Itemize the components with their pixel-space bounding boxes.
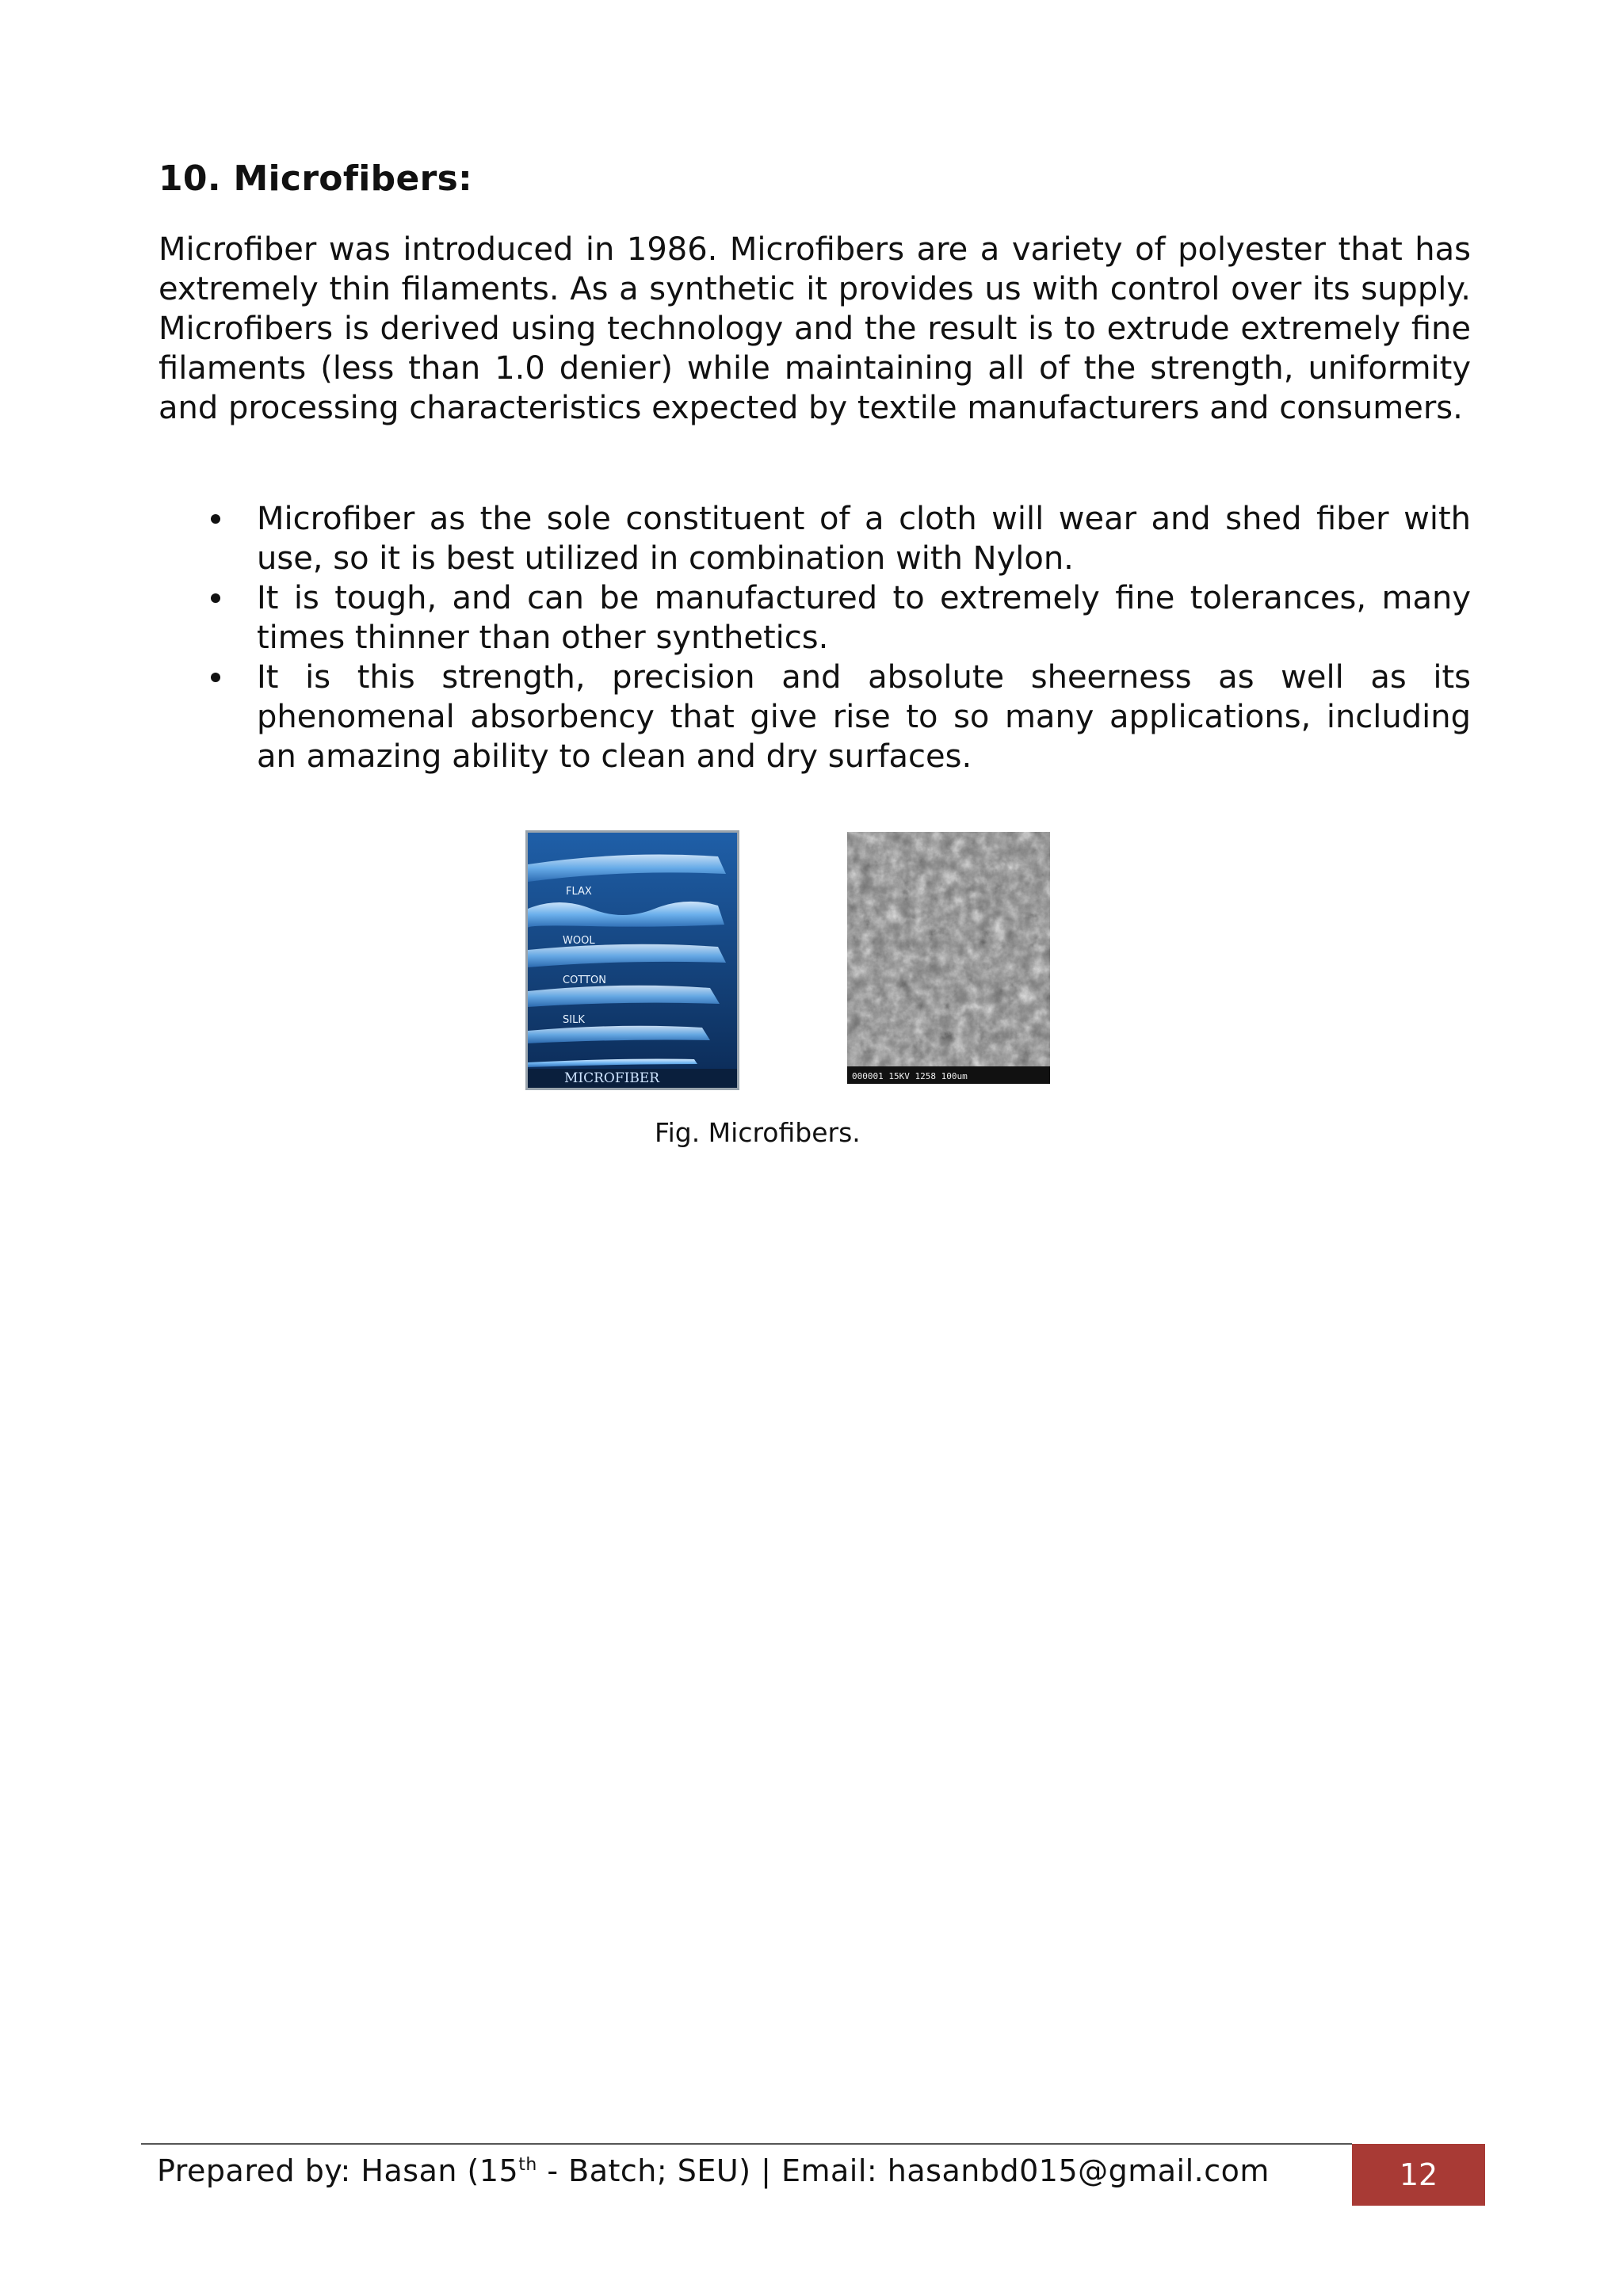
footer-divider (141, 2143, 1352, 2145)
wool-label: WOOL (563, 935, 595, 947)
bullet-icon (211, 673, 220, 682)
bullet-text: It is tough, and can be manufactured to extremely fine tolerances, many times thinner than other synthetics. (257, 580, 1471, 656)
bullet-text: It is this strength, precision and absolute sheerness as well as its phenomenal absorbency that give rise to so many applications, including an amazing ability to clean and dry surfaces. (257, 659, 1471, 775)
bullet-text: Microfiber as the sole constituent of a cloth will wear and shed fiber with use, so it is best utilized in combination with Nylon. (257, 501, 1471, 577)
footer-prefix: Prepared by: Hasan (15 (157, 2153, 519, 2188)
intro-paragraph: Microfiber was introduced in 1986. Microfibers are a variety of polyester that has extremely thin filaments. As a synthetic it provides us with control over its supply. Microfibers is derived using technology and the result is to extrude extremely fine filaments (less than 1.0 denier) while maintaining all of the strength, uniformity and processing characteristics expected by textile manufacturers and consumers. (158, 231, 1471, 426)
bullet-item (158, 658, 1471, 776)
footer-credit (157, 2153, 1270, 2188)
fiber-comparison-image (525, 830, 739, 1090)
footer-superscript: th (518, 2155, 537, 2175)
figure-caption: Fig. Microfibers. (655, 1117, 861, 1148)
bullet-item (158, 499, 1471, 578)
page-number: 12 (1352, 2144, 1485, 2206)
bullet-list (158, 499, 1471, 776)
section-heading: 10. Microfibers: (158, 158, 472, 199)
silk-label: SILK (563, 1014, 585, 1026)
footer-suffix: - Batch; SEU) | Email: hasanbd015@gmail.com (537, 2153, 1270, 2188)
microfiber-label: MICROFIBER (564, 1070, 660, 1086)
sem-scale-text: 000001 15KV 1258 100um (852, 1071, 968, 1081)
bullet-icon (211, 593, 220, 603)
sem-micrograph-image (847, 832, 1050, 1084)
flax-label: FLAX (566, 886, 592, 898)
bullet-icon (211, 514, 220, 524)
bullet-item (158, 578, 1471, 658)
cotton-label: COTTON (563, 974, 606, 986)
